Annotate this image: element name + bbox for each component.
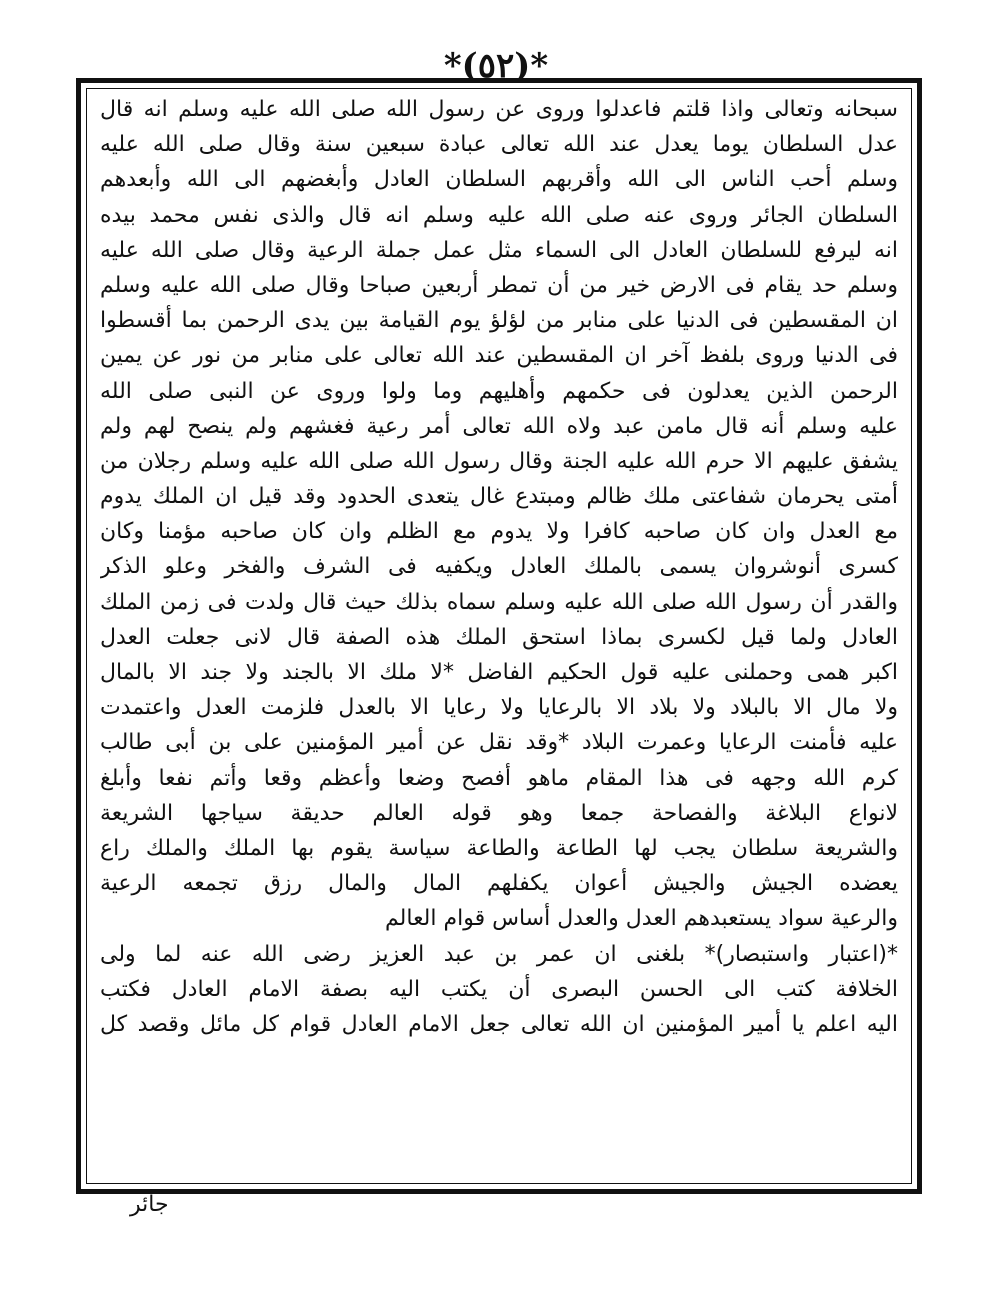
text-line: وسلم حد يقام فى الارض خير من أن تمطر أربعين صباحا وقال صلى الله عليه وسلم (100, 272, 898, 298)
text-line: سبحانه وتعالى واذا قلتم فاعدلوا وروى عن رسول الله صلى الله عليه وسلم انه قال (100, 97, 898, 122)
text-line: عليه فأمنت الرعايا وعمرت البلاد *وقد نقل عن أمير المؤمنين على بن أبى طالب (100, 730, 898, 756)
text-line: اليه اعلم يا أمير المؤمنين ان الله تعالى جعل الامام العادل قوام كل مائل وقصد كل (100, 1011, 898, 1037)
text-line: مع العدل وان كان صاحبه كافرا ولا يدوم مع الظلم وان كان صاحبه مؤمنا وكان (100, 519, 898, 545)
text-line: لانواع البلاغة والفصاحة جمعا وهو قوله العالم حديقة سياجها الشريعة (100, 800, 898, 826)
text-line: ان المقسطين فى الدنيا على منابر من لؤلؤ يوم القيامة بين يدى الرحمن بما أقسطوا (100, 308, 898, 334)
text-line: اكبر همى وحملنى عليه قول الحكيم الفاضل *لا ملك الا بالجند ولا جند الا بالمال (100, 660, 898, 685)
text-line: الرحمن الذين يعدلون فى حكمهم وأهليهم وما ولوا وروى عن النبى صلى الله (100, 378, 898, 404)
text-line: فى الدنيا وروى بلفظ آخر ان المقسطين عند الله تعالى على منابر من نور عن يمين (100, 343, 898, 369)
text-line: والرعية سواد يستعبدهم العدل والعدل أساس قوام العالم (385, 906, 898, 932)
text-line: ولا مال الا بالبلاد ولا بلاد الا بالرعايا ولا رعايا الا بالعدل فلزمت العدل واعتمدت (100, 695, 898, 721)
text-line: وسلم أحب الناس الى الله وأقربهم السلطان العادل وأبغضهم الى الله وأبعدهم (100, 167, 898, 193)
text-line: عدل السلطان يوما يعدل عند الله تعالى عبادة سبعين سنة وقال صلى الله عليه (100, 132, 898, 158)
text-line: عليه وسلم أنه قال مامن عبد ولاه الله تعالى أمر رعية فغشهم ولم ينصح لهم ولم (100, 413, 898, 439)
text-line: أمتى يحرمان شفاعتى ملك ظالم ومبتدع غال يتعدى الحدود وقد قيل ان الملك يدوم (100, 484, 898, 510)
body-text (100, 92, 898, 1042)
text-line: كرم الله وجهه فى هذا المقام ماهو أفصح وضعا وأعظم وقعا وأتم نفعا وأبلغ (100, 765, 898, 791)
text-line: والشريعة سلطان يجب لها الطاعة والطاعة سياسة يقوم بها الملك والملك راع (100, 835, 898, 861)
text-line: العادل ولما قيل لكسرى بماذا استحق الملك هذه الصفة قال لانى جعلت العدل (100, 624, 898, 650)
text-line: يشفق عليهم الا حرم الله عليه الجنة وقال رسول الله صلى الله عليه وسلم رجلان من (100, 448, 898, 474)
catchword: جائر (130, 1192, 169, 1217)
text-line: والقدر أن رسول الله صلى الله عليه وسلم سماه بذلك حيث قال ولدت فى زمن الملك (100, 589, 898, 615)
text-line: يعضده الجيش والجيش أعوان يكفلهم المال والمال رزق تجمعه الرعية (100, 871, 898, 897)
text-line: كسرى أنوشروان يسمى بالملك العادل ويكفيه فى الشرف والفخر وعلو الذكر (100, 554, 898, 580)
text-line: السلطان الجائر وروى عنه صلى الله عليه وسلم انه قال والذى نفس محمد بيده (100, 202, 898, 228)
text-line: الخلافة كتب الى الحسن البصرى أن يكتب اليه بصفة الامام العادل فكتب (100, 976, 898, 1002)
page-number: *(٥٢)* (443, 46, 549, 86)
section-heading-line: *(اعتبار واستبصار)* بلغنى ان عمر بن عبد العزيز رضى الله عنه لما ولى (100, 941, 898, 967)
text-line: انه ليرفع للسلطان العادل الى السماء مثل عمل جملة الرعية وقال صلى الله عليه (100, 237, 898, 263)
